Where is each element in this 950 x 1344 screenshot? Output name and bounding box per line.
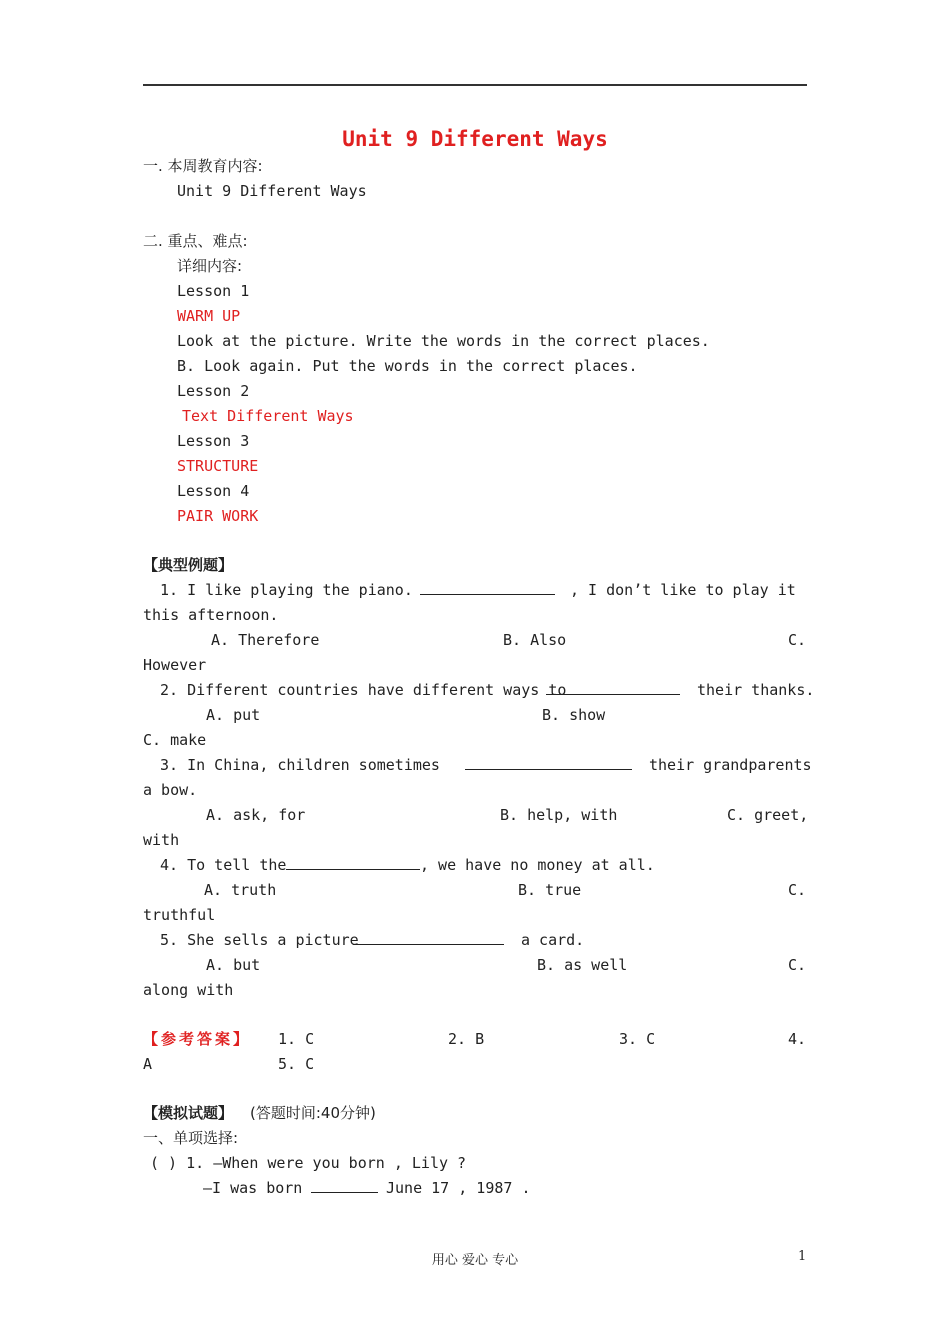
q3-stem: 3. In China, children sometimes bbox=[160, 756, 440, 774]
q5-option-c: C. bbox=[788, 956, 807, 974]
q4-stem: 4. To tell the bbox=[160, 856, 287, 874]
q3-blank bbox=[465, 755, 632, 770]
lesson-1-item-b: B. Look again. Put the words in the correct places. bbox=[177, 357, 638, 375]
lesson-2-label: Lesson 2 bbox=[177, 382, 250, 400]
q3-option-c-text: with bbox=[143, 831, 180, 849]
q2-stem: 2. Different countries have different ways to bbox=[160, 681, 567, 699]
answer-4-value: A bbox=[143, 1055, 153, 1073]
q5-stem: 5. She sells a picture bbox=[160, 931, 359, 949]
lesson-2-text: Text Different Ways bbox=[182, 407, 354, 425]
q3-stem-cont: a bow. bbox=[143, 781, 198, 799]
q1-blank bbox=[420, 580, 555, 595]
q3-option-b: B. help, with bbox=[500, 806, 618, 824]
q2-blank bbox=[546, 680, 680, 695]
q1-option-c: C. bbox=[788, 631, 807, 649]
q1-stem-end: , I don’t like to play it bbox=[570, 581, 796, 599]
q4-option-b: B. true bbox=[518, 881, 582, 899]
q4-option-c: C. bbox=[788, 881, 807, 899]
lesson-1-label: Lesson 1 bbox=[177, 282, 250, 300]
q4-option-c-text: truthful bbox=[143, 906, 216, 924]
mock-q1-answer-pre: —I was born bbox=[203, 1179, 303, 1197]
q3-option-a: A. ask, for bbox=[206, 806, 306, 824]
mock-heading: 【模拟试题】 bbox=[143, 1104, 234, 1122]
q5-option-a: A. but bbox=[206, 956, 261, 974]
q4-blank bbox=[286, 855, 420, 870]
section-1-heading: 一. 本周教育内容: bbox=[143, 157, 263, 175]
answer-5: 5. C bbox=[278, 1055, 315, 1073]
lesson-4-pair-work: PAIR WORK bbox=[177, 507, 259, 525]
q3-option-c: C. greet, bbox=[727, 806, 809, 824]
answer-1: 1. C bbox=[278, 1030, 315, 1048]
mock-q1-question: ( ) 1. —When were you born , Lily ? bbox=[150, 1154, 467, 1172]
q2-stem-end: their thanks. bbox=[697, 681, 815, 699]
mock-part-heading: 一、单项选择: bbox=[143, 1129, 239, 1147]
q5-stem-end: a card. bbox=[521, 931, 585, 949]
answers-heading: 【参考答案】 bbox=[143, 1030, 252, 1048]
q5-option-b: B. as well bbox=[537, 956, 628, 974]
mock-time: (答题时间:40分钟) bbox=[250, 1104, 376, 1122]
mock-q1-blank bbox=[311, 1178, 378, 1193]
lesson-3-structure: STRUCTURE bbox=[177, 457, 259, 475]
q1-option-c-text: However bbox=[143, 656, 207, 674]
q1-option-b: B. Also bbox=[503, 631, 567, 649]
q4-option-a: A. truth bbox=[204, 881, 277, 899]
q1-option-a: A. Therefore bbox=[211, 631, 320, 649]
page-number: 1 bbox=[798, 1249, 807, 1264]
section-1-content: Unit 9 Different Ways bbox=[177, 182, 367, 200]
examples-heading: 【典型例题】 bbox=[143, 556, 234, 574]
q1-stem: 1. I like playing the piano. bbox=[160, 581, 413, 599]
answer-3: 3. C bbox=[619, 1030, 656, 1048]
answer-2: 2. B bbox=[448, 1030, 485, 1048]
q2-option-c: C. make bbox=[143, 731, 207, 749]
lesson-1-warm-up: WARM UP bbox=[177, 307, 241, 325]
q2-option-b: B. show bbox=[542, 706, 606, 724]
footer-slogan: 用心 爱心 专心 bbox=[431, 1253, 519, 1268]
header-rule bbox=[143, 84, 807, 86]
q5-blank bbox=[353, 930, 504, 945]
mock-q1-answer-post: June 17 , 1987 . bbox=[386, 1179, 531, 1197]
document-title: Unit 9 Different Ways bbox=[342, 127, 608, 151]
q2-option-a: A. put bbox=[206, 706, 261, 724]
answer-4: 4. bbox=[788, 1030, 807, 1048]
lesson-3-label: Lesson 3 bbox=[177, 432, 250, 450]
q3-stem-end: their grandparents bbox=[649, 756, 812, 774]
q5-option-c-text: along with bbox=[143, 981, 234, 999]
lesson-4-label: Lesson 4 bbox=[177, 482, 250, 500]
q1-stem-cont: this afternoon. bbox=[143, 606, 279, 624]
q4-stem-end: , we have no money at all. bbox=[420, 856, 655, 874]
lesson-1-item-a: Look at the picture. Write the words in the correct places. bbox=[177, 332, 710, 350]
detail-label: 详细内容: bbox=[177, 257, 243, 275]
section-2-heading: 二. 重点、难点: bbox=[143, 232, 248, 250]
